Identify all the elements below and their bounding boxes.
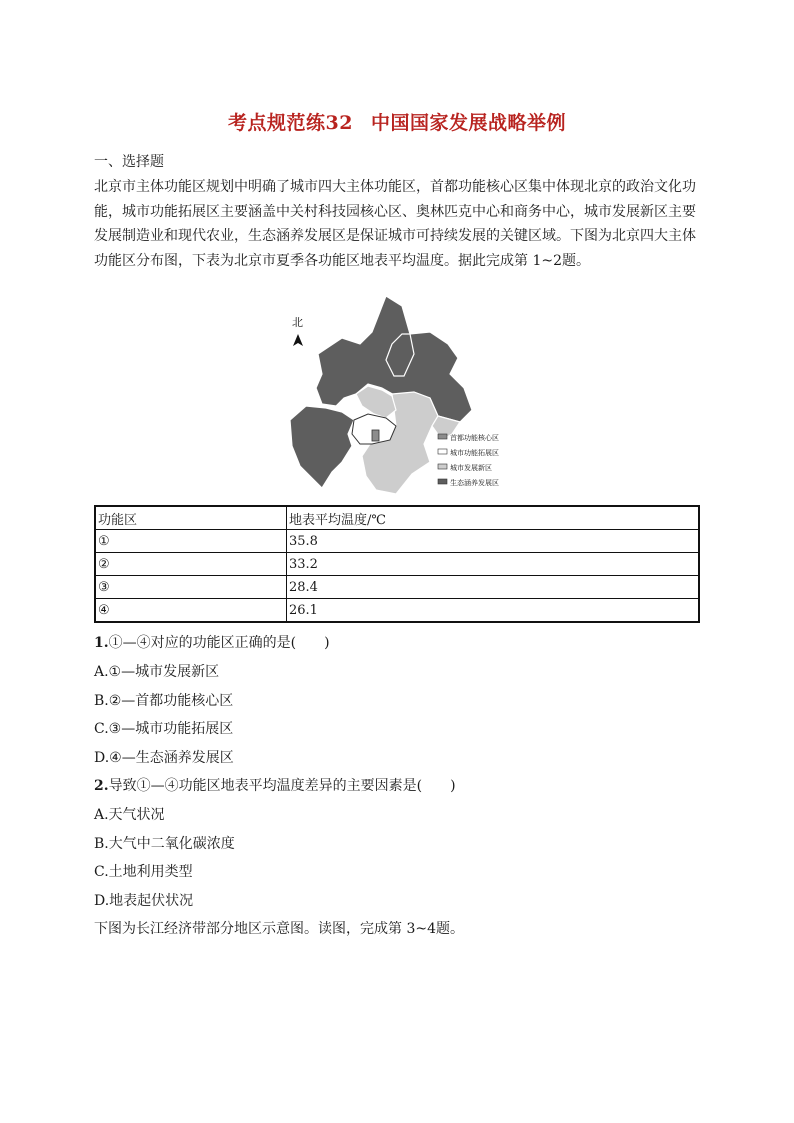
north-arrow-icon (293, 334, 303, 346)
north-label: 北 (292, 316, 303, 329)
table-row (95, 576, 699, 599)
question-number: 2. (94, 778, 109, 794)
title-part-1: 考点规范练32 (228, 112, 353, 134)
beijing-function-zone-map (282, 294, 512, 494)
intro-paragraph (94, 175, 699, 273)
table-row (95, 553, 699, 576)
option-2c: C.土地利用类型 (94, 864, 193, 880)
option-1d: D.④—生态涵养发展区 (94, 750, 234, 766)
question-number: 1. (94, 635, 109, 651)
page-title (0, 108, 794, 135)
table-cell-temp: 35.8 (287, 530, 700, 553)
option-1a: A.①—城市发展新区 (94, 664, 220, 680)
intro-line: 发展制造业和现代农业，生态涵养发展区是保证城市可持续发展的关键区域。下图为北京四大主体 (94, 228, 696, 244)
legend-swatch (438, 479, 447, 484)
legend-label: 城市发展新区 (450, 464, 492, 472)
intro-line: 北京市主体功能区规划中明确了城市四大主体功能区，首都功能核心区集中体现北京的政治文化功 (94, 179, 696, 195)
legend-swatch (438, 464, 447, 469)
temperature-table (94, 505, 700, 623)
legend-label: 生态涵养发展区 (450, 479, 499, 487)
intro-line: 功能区分布图，下表为北京市夏季各功能区地表平均温度。据此完成第 1~2题。 (94, 252, 590, 269)
legend-label: 首都功能核心区 (450, 434, 499, 442)
legend-swatch (438, 449, 447, 454)
option-2b: B.大气中二氧化碳浓度 (94, 836, 235, 852)
table-cell-temp: 26.1 (287, 599, 700, 623)
question-1 (94, 632, 330, 652)
option-2a: A.天气状况 (94, 807, 165, 823)
table-cell-zone: ④ (95, 599, 287, 623)
table-cell-temp: 33.2 (287, 553, 700, 576)
table-cell-zone: ③ (95, 576, 287, 599)
table-cell-zone: ② (95, 553, 287, 576)
legend-label: 城市功能拓展区 (450, 449, 499, 457)
question-text: ①—④对应的功能区正确的是( ) (108, 635, 330, 651)
option-2d: D.地表起伏状况 (94, 893, 194, 909)
title-part-2: 中国国家发展战略举例 (370, 112, 566, 134)
intro-line: 能，城市功能拓展区主要涵盖中关村科技园核心区、奥林匹克中心和商务中心，城市发展新区主要 (94, 203, 696, 220)
question-2 (94, 775, 456, 795)
map-zone-core (372, 430, 379, 441)
table-row (95, 530, 699, 553)
map-legend (438, 433, 499, 487)
section-heading: 一、选择题 (94, 154, 164, 170)
map-zone-ecological (290, 406, 354, 488)
table-header-cell: 地表平均温度/℃ (287, 506, 700, 530)
option-1b: B.②—首都功能核心区 (94, 693, 234, 709)
table-cell-zone: ① (95, 530, 287, 553)
table-row (95, 599, 699, 623)
legend-swatch (438, 434, 447, 439)
question-text: 导致①—④功能区地表平均温度差异的主要因素是( ) (108, 778, 456, 794)
table-cell-temp: 28.4 (287, 576, 700, 599)
next-section-intro: 下图为长江经济带部分地区示意图。读图，完成第 3~4题。 (94, 921, 464, 937)
table-header-cell: 功能区 (95, 506, 287, 530)
table-header-row (95, 506, 699, 530)
option-1c: C.③—城市功能拓展区 (94, 721, 234, 737)
